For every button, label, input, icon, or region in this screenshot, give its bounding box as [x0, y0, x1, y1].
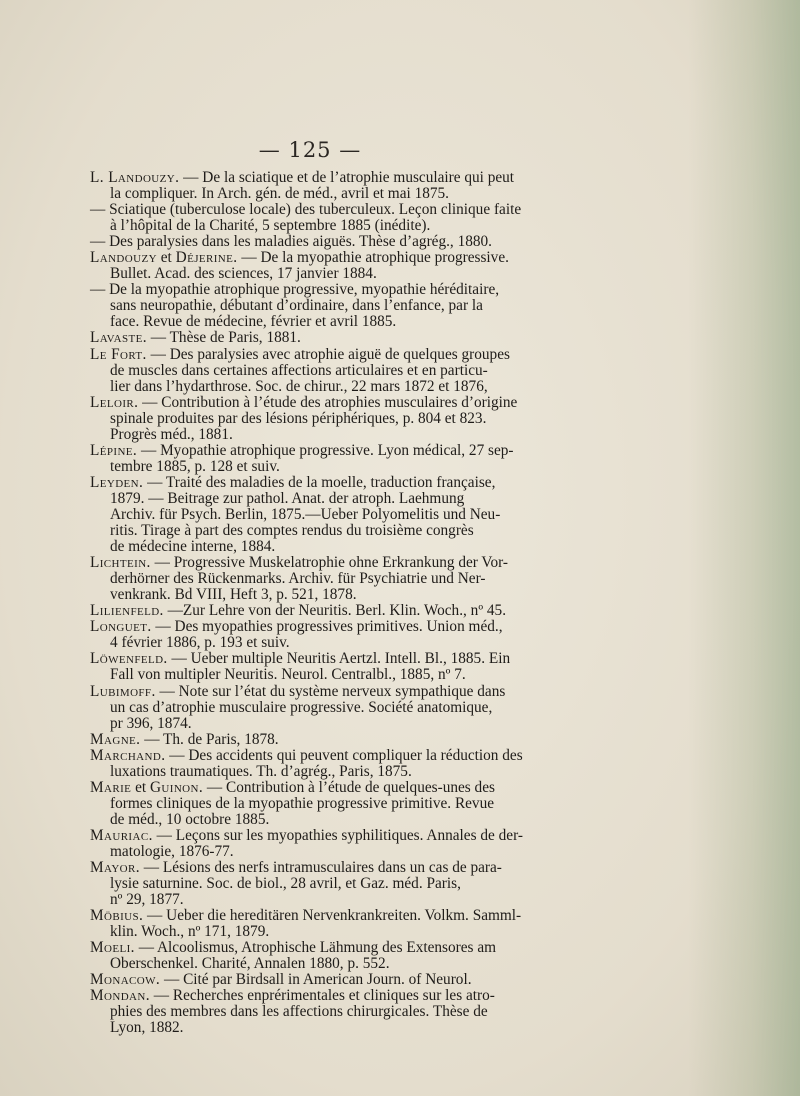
entry-line — [90, 411, 560, 427]
author-name: Lépine. — [90, 441, 138, 459]
entry-text: — Recherches enprérimentales et cliniques sur les atro- — [149, 987, 495, 1005]
entry-text: matologie, 1876-77. — [110, 842, 234, 860]
entry-text: phies des membres dans les affections chirurgicales. Thèse de — [110, 1003, 488, 1021]
entry-text: la compliquer. In Arch. gén. de méd., avril et mai 1875. — [110, 185, 449, 203]
entry-text: 4 février 1886, p. 193 et suiv. — [110, 634, 290, 652]
author-name: Mondan. — [90, 987, 150, 1005]
entry-text: — Progressive Muskelatrophie ohne Erkrankung der Vor- — [150, 554, 509, 572]
bibliography-list — [90, 170, 560, 1037]
entry-line — [90, 555, 560, 571]
entry-text: — Lésions des nerfs intramusculaires dans un cas de para- — [139, 859, 502, 877]
bibliography-entry — [90, 555, 560, 603]
author-name: Lavaste. — [90, 329, 147, 347]
entry-text: klin. Woch., nº 171, 1879. — [110, 923, 270, 941]
author-name: L. Landouzy. — [90, 169, 180, 186]
bibliography-entry — [90, 443, 560, 475]
entry-line — [90, 330, 560, 346]
entry-text: Oberschenkel. Charité, Annalen 1880, p. 552. — [110, 955, 390, 973]
entry-line — [90, 908, 560, 924]
bibliography-entry — [90, 282, 560, 330]
entry-line — [90, 764, 560, 780]
entry-text: pr 396, 1874. — [110, 714, 192, 732]
entry-line — [90, 988, 560, 1004]
entry-text: — Contribution à l’étude des atrophies musculaires d’origine — [138, 393, 518, 411]
entry-text: — Th. de Paris, 1878. — [140, 730, 279, 748]
entry-line — [90, 860, 560, 876]
entry-line — [90, 780, 560, 796]
entry-line — [90, 250, 560, 266]
entry-line — [90, 956, 560, 972]
entry-text: lier dans l’hydarthrose. Soc. de chirur., 22 mars 1872 et 1876, — [110, 377, 488, 395]
entry-line — [90, 186, 560, 202]
author-name: Mayor. — [90, 859, 140, 877]
entry-text: un cas d’atrophie musculaire progressive. Société anatomique, — [110, 698, 493, 716]
bibliography-entry — [90, 988, 560, 1036]
entry-text: ritis. Tirage à part des comptes rendus du troisième congrès — [110, 522, 474, 540]
entry-line — [90, 587, 560, 603]
entry-line — [90, 972, 560, 988]
entry-line — [90, 427, 560, 443]
entry-text: — Des paralysies avec atrophie aiguë de quelques groupes — [146, 345, 510, 363]
entry-text: — Myopathie atrophique progressive. Lyon médical, 27 sep- — [137, 441, 514, 459]
entry-text: — Contribution à l’étude de quelques-unes des — [203, 778, 495, 796]
entry-line — [90, 347, 560, 363]
bibliography-entry — [90, 780, 560, 828]
author-name: Lilienfeld. — [90, 602, 164, 620]
entry-text: —Zur Lehre von der Neuritis. Berl. Klin. Woch., nº 45. — [163, 602, 507, 620]
entry-text: — De la sciatique et de l’atrophie musculaire qui peut — [179, 169, 515, 186]
entry-line — [90, 748, 560, 764]
entry-line — [90, 940, 560, 956]
entry-line — [90, 924, 560, 940]
entry-text: venkrank. Bd VIII, Heft 3, p. 521, 1878. — [110, 586, 357, 604]
author-name: Guinon. — [149, 778, 204, 796]
bibliography-entry — [90, 202, 560, 234]
author-name: Monacow. — [90, 971, 161, 989]
entry-text: luxations traumatiques. Th. d’agrég., Paris, 1875. — [110, 762, 412, 780]
entry-line — [90, 892, 560, 908]
entry-line — [90, 619, 560, 635]
entry-text: spinale produites par des lésions périphériques, p. 804 et 823. — [110, 409, 487, 427]
author-name: Landouzy — [90, 249, 157, 267]
author-name: Marchand. — [90, 746, 166, 764]
entry-text: face. Revue de médecine, février et avril 1885. — [110, 313, 397, 331]
author-name: Leyden. — [90, 473, 144, 491]
bibliography-entry — [90, 908, 560, 940]
entry-text: — De la myopathie atrophique progressive. — [237, 249, 509, 267]
entry-line — [90, 298, 560, 314]
entry-line — [90, 844, 560, 860]
entry-text: — Ueber multiple Neuritis Aertzl. Intell. Bl., 1885. Ein — [167, 650, 511, 668]
author-name: Marie — [90, 778, 132, 796]
entry-line — [90, 170, 560, 186]
bibliography-entry — [90, 972, 560, 988]
entry-text: — Cité par Birdsall in American Journ. of Neurol. — [160, 971, 472, 989]
entry-line — [90, 1004, 560, 1020]
entry-text: et — [156, 249, 176, 267]
entry-text: 1879. — Beitrage zur pathol. Anat. der atroph. Laehmung — [110, 489, 465, 507]
entry-text: Progrès méd., 1881. — [110, 425, 233, 443]
entry-line — [90, 828, 560, 844]
entry-line — [90, 459, 560, 475]
entry-line — [90, 523, 560, 539]
entry-line — [90, 234, 560, 250]
author-name: Longuet. — [90, 618, 152, 636]
entry-line — [90, 684, 560, 700]
entry-text: — Traité des maladies de la moelle, traduction française, — [143, 473, 496, 491]
author-name: Leloir. — [90, 393, 139, 411]
entry-line — [90, 571, 560, 587]
entry-text: — Ueber die hereditären Nervenkrankreiten. Volkm. Samml- — [143, 907, 522, 925]
entry-line — [90, 812, 560, 828]
entry-text: — Note sur l’état du système nerveux sympathique dans — [155, 682, 506, 700]
bibliography-entry — [90, 732, 560, 748]
bibliography-entry — [90, 250, 560, 282]
bibliography-entry — [90, 619, 560, 651]
entry-text: — Des accidents qui peuvent compliquer la réduction des — [165, 746, 523, 764]
entry-text: Archiv. für Psych. Berlin, 1875.—Ueber Polyomelitis und Neu- — [110, 505, 501, 523]
author-name: Le Fort. — [90, 345, 147, 363]
entry-text: de méd., 10 octobre 1885. — [110, 810, 270, 828]
bibliography-entry — [90, 395, 560, 443]
entry-text: — Leçons sur les myopathies syphilitiques. Annales de der- — [152, 826, 523, 844]
entry-text: lysie saturnine. Soc. de biol., 28 avril, et Gaz. méd. Paris, — [110, 875, 461, 893]
entry-line — [90, 876, 560, 892]
author-name: Lubimoff. — [90, 682, 156, 700]
author-name: Mauriac. — [90, 826, 153, 844]
author-name: Lichtein. — [90, 554, 151, 572]
bibliography-entry — [90, 940, 560, 972]
author-name: Magne. — [90, 730, 141, 748]
entry-line — [90, 507, 560, 523]
bibliography-entry — [90, 684, 560, 732]
entry-line — [90, 539, 560, 555]
bibliography-entry — [90, 651, 560, 683]
entry-text: — Alcoolismus, Atrophische Lähmung des Extensores am — [134, 939, 497, 957]
entry-line — [90, 475, 560, 491]
entry-text: Lyon, 1882. — [110, 1019, 184, 1037]
bibliography-entry — [90, 234, 560, 250]
entry-text: et — [131, 778, 150, 796]
entry-line — [90, 363, 560, 379]
bibliography-entry — [90, 603, 560, 619]
entry-text: formes cliniques de la myopathie progressive primitive. Revue — [110, 794, 495, 812]
entry-text: de médecine interne, 1884. — [110, 538, 276, 556]
bibliography-entry — [90, 170, 560, 202]
entry-text: Fall von multipler Neuritis. Neurol. Centralbl., 1885, nº 7. — [110, 666, 466, 684]
author-name: Moeli. — [90, 939, 135, 957]
entry-line — [90, 1020, 560, 1036]
entry-text: — Des paralysies dans les maladies aiguës. Thèse d’agrég., 1880. — [90, 233, 492, 251]
entry-line — [90, 379, 560, 395]
entry-text: — De la myopathie atrophique progressive, myopathie héréditaire, — [90, 281, 500, 299]
entry-text: sans neuropathie, débutant d’ordinaire, dans l’enfance, par la — [110, 297, 483, 315]
bibliography-entry — [90, 748, 560, 780]
author-name: Möbius. — [90, 907, 144, 925]
entry-text: tembre 1885, p. 128 et suiv. — [110, 457, 280, 475]
entry-line — [90, 314, 560, 330]
entry-line — [90, 202, 560, 218]
bibliography-entry — [90, 828, 560, 860]
entry-line — [90, 667, 560, 683]
entry-line — [90, 395, 560, 411]
page-number: — 125 — — [258, 138, 362, 162]
entry-text: — Sciatique (tuberculose locale) des tuberculeux. Leçon clinique faite — [90, 201, 522, 219]
entry-line — [90, 635, 560, 651]
entry-line — [90, 491, 560, 507]
entry-line — [90, 218, 560, 234]
bibliography-entry — [90, 475, 560, 555]
entry-line — [90, 651, 560, 667]
bibliography-entry — [90, 347, 560, 395]
entry-text: à l’hôpital de la Charité, 5 septembre 1885 (inédite). — [110, 217, 431, 235]
entry-text: — Thèse de Paris, 1881. — [146, 329, 301, 347]
author-name: Déjerine. — [175, 249, 238, 267]
entry-line — [90, 443, 560, 459]
entry-line — [90, 796, 560, 812]
entry-text: nº 29, 1877. — [110, 891, 184, 909]
entry-line — [90, 603, 560, 619]
entry-line — [90, 282, 560, 298]
author-name: Löwenfeld. — [90, 650, 168, 668]
entry-text: derhörner des Rückenmarks. Archiv. für Psychiatrie und Ner- — [110, 570, 486, 588]
entry-line — [90, 716, 560, 732]
bibliography-entry — [90, 330, 560, 346]
entry-line — [90, 700, 560, 716]
entry-text: — Des myopathies progressives primitives. Union méd., — [151, 618, 503, 636]
entry-text: Bullet. Acad. des sciences, 17 janvier 1884. — [110, 265, 377, 283]
bibliography-entry — [90, 860, 560, 908]
entry-line — [90, 732, 560, 748]
entry-text: de muscles dans certaines affections articulaires et en particu- — [110, 361, 488, 379]
entry-line — [90, 266, 560, 282]
